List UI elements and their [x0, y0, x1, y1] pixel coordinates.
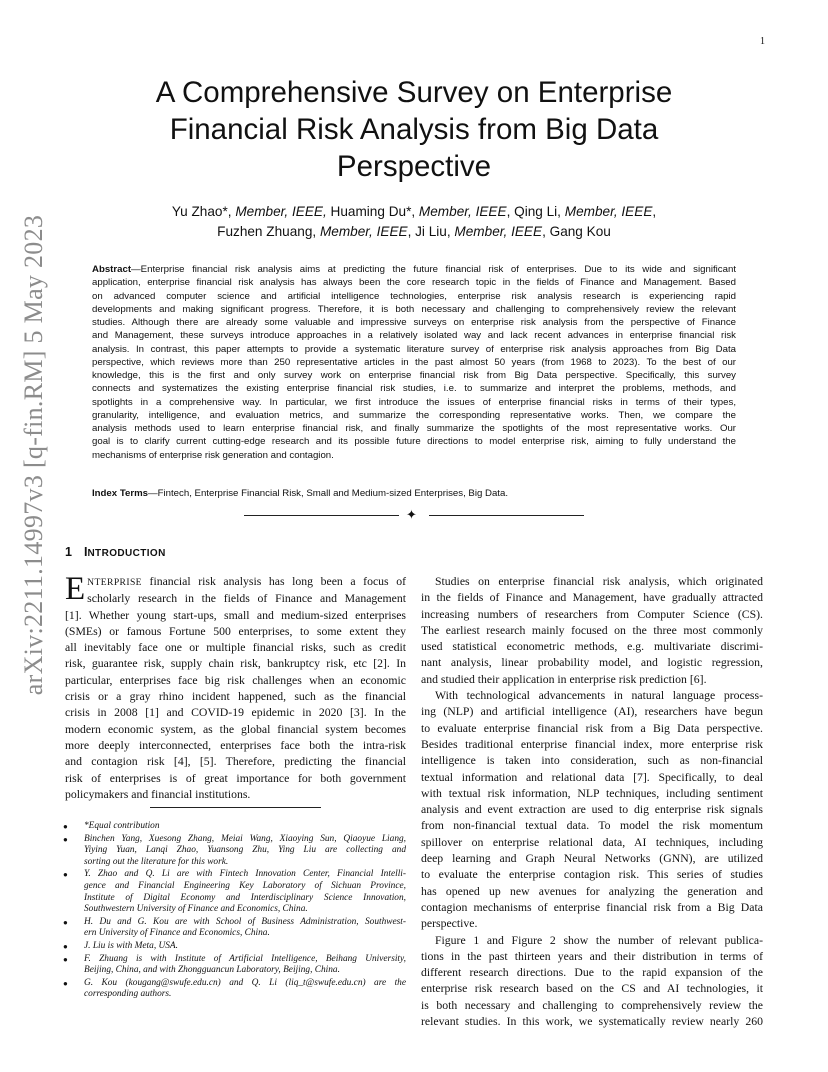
divider-rule [244, 515, 399, 516]
abstract-line: mechanisms of enterprise risk generation and contagion. [92, 449, 334, 461]
right-column [421, 574, 763, 1030]
author-line [90, 202, 738, 222]
index-terms-text: —Fintech, Enterprise Financial Risk, Small and Medium-sized Enterprises, Big Data. [148, 488, 509, 499]
body-line: is both necessary and challenging to comprehensively review the [421, 998, 763, 1012]
body-line: particular, enterprises face big risk challenges when an economic [65, 673, 406, 687]
body-line: all inevitably face one or multiple financial risks, such as credit [65, 641, 406, 655]
abstract-line: analysis methods used to learn enterprise financial risk, and finally summarize the spotlights of the most representative works. Our [92, 423, 736, 434]
body-line: modern economic system, as the global financial system becomes [65, 722, 406, 736]
body-line: to evaluate the enterprise contagion risk. This series of studies [421, 868, 763, 882]
title-line: Perspective [336, 150, 492, 183]
index-terms-label: Index Terms [92, 488, 148, 499]
body-line: [1]. Whether young start-ups, small and medium-sized enterprises [65, 608, 406, 622]
author-line [90, 222, 738, 242]
body-line: more deeply interconnected, enterprises face both the intra-risk [65, 738, 406, 752]
bullet-icon: ● [63, 941, 68, 951]
author-affiliation: Member, IEEE [564, 204, 653, 219]
body-line: Figure 1 and Figure 2 show the number of relevant publica- [435, 933, 763, 947]
abstract-line: knowledge, this is the first and only survey work on enterprise financial risk from Big Data perspective. Specifically, this survey [92, 370, 736, 381]
author-affiliation: Member, IEEE [454, 224, 543, 239]
title-line: Financial Risk Analysis from Big Data [169, 113, 659, 146]
abstract-line: granularity, intelligence, and evaluation metrics, and summarize the corresponding representative works. Then, we compare the [92, 409, 736, 421]
footnotes [63, 821, 406, 1002]
author-name: Fuzhen Zhuang, [217, 224, 320, 239]
author-name: , Gang Kou [542, 224, 611, 239]
index-terms [92, 487, 736, 500]
abstract-line: application, enterprise financial risk analysis has always been the core research topic in the fields of Finance and Management. Based [92, 277, 736, 289]
footnote-item: ● J. Liu is with Meta, USA. [63, 940, 178, 951]
body-line: NTERPRISE financial risk analysis has long been a focus of [87, 575, 406, 588]
body-line: policymakers and financial institutions. [65, 787, 251, 801]
body-line: risk of enterprises is of great importance for both government [65, 771, 406, 785]
body-line: increasing numbers of researchers from Computer Science (CS). [421, 607, 763, 621]
body-line: from non-financial textual data. To model the risk momentum [421, 819, 763, 833]
body-line: ing (NLP) and artificial intelligence (AI), researchers have begun [421, 705, 763, 719]
author-name: , Ji Liu, [407, 224, 455, 239]
body-line: spillover on enterprise relational data, AI techniques, including [421, 835, 763, 849]
section-number: 1 [65, 545, 72, 559]
abstract-line: analysis. In contrast, this paper attempts to provide a systematic literature survey of enterprise risk analysis approaches from Big Data [92, 343, 736, 355]
abstract-line: connects and systematizes the existing enterprise financial risk studies, i.e. to summarize and interpret the problems, methods, and [92, 383, 736, 395]
bullet-icon: ● [63, 822, 68, 831]
abstract-line: developments and making significant progress. Therefore, it is both necessary and challenging to comprehensively review the relevant [92, 303, 736, 315]
footnote-item: ● Y. Zhao and Q. Li are with Fintech Innovation Center, Financial Intelli- gence and Financial Engineering Key Laboratory of Sichuan Province, Institute of Digital Economy and Interdisciplinary Science Innovation, Southwestern University of Finance and Economics, China. [63, 869, 406, 915]
author-affiliation: Member, IEEE, [235, 204, 327, 219]
body-line: risk, guarantee risk, supply chain risk, bankruptcy risk, etc [2]. In [65, 657, 406, 671]
abstract-line: and Management, these surveys introduce approaches in a relatively isolated way and lack recent advances in enterprise financial risk [92, 330, 736, 342]
section-title-rest: NTRODUCTION [87, 548, 166, 559]
body-line: crisis in 2008 [1] and COVID-19 epidemic in 2020 [3]. In the [65, 706, 406, 720]
small-caps-word: NTERPRISE [87, 577, 142, 588]
abstract [92, 263, 736, 462]
body-line: perspective. [421, 917, 478, 931]
footnote-item: ● F. Zhuang is with Institute of Artificial Intelligence, Beihang University, Beijing, China, and with Zhongguancun Laboratory, Beijing, China. [63, 953, 406, 976]
body-line: used statistical econometric methods, e.g. multivariate discrimi- [421, 640, 763, 654]
body-line: With technological advancements in natural language process- [435, 689, 763, 703]
abstract-line: spotlights in a comprehensive way. In particular, we first introduce the issues of enterprise financial risks in terms of their types, [92, 396, 736, 408]
body-line: nant analysis, linear probability model, and logistic regression, [421, 656, 763, 670]
drop-cap: E [65, 571, 86, 607]
abstract-label: Abstract [92, 264, 132, 275]
footnote-rule [150, 807, 321, 808]
left-column [65, 571, 406, 803]
footnote-item: ● Binchen Yang, Xuesong Zhang, Meiai Wang, Xiaoying Sun, Qiaoyue Liang, Yiying Yuan, Lanqi Zhao, Yuansong Zhu, Ying Liu are collecting and sorting out the literature for this work. [63, 833, 406, 867]
diamond-star-icon: ✦ [406, 508, 417, 523]
body-line: (SMEs) or famous Fortune 500 enterprises, to some extent they [65, 624, 406, 638]
author-name: Yu Zhao*, [171, 204, 236, 219]
bullet-icon: ● [63, 978, 68, 988]
body-line: and studied their application in enterprise risk prediction [6]. [421, 672, 707, 686]
author-list [90, 202, 738, 242]
title-line: A Comprehensive Survey on Enterprise [155, 76, 673, 109]
paper-title [110, 74, 718, 185]
abstract-line: perspective, which reviews more than 250 representative articles in the past almost 50 years (from 1968 to 2023). To the best of our [92, 356, 736, 368]
footnote-item: ● G. Kou (kougang@swufe.edu.cn) and Q. Li (liq_t@swufe.edu.cn) are the corresponding authors. [63, 977, 406, 1000]
body-line: contagion mechanisms of enterprise financial risk from a Big Data [421, 900, 763, 914]
bullet-icon: ● [63, 954, 68, 964]
body-line: scholarly research in the fields of Finance and Management [87, 592, 406, 606]
body-line: different research directions. Due to the rapid expansion of the [421, 966, 763, 980]
body-line: with textual risk information, NLP techniques, including sentiment [421, 786, 763, 800]
footnote-item: ● *Equal contribution [63, 821, 160, 831]
divider-rule [429, 515, 584, 516]
body-line: and contagion risk [4], [5]. Therefore, predicting the financial [65, 755, 406, 769]
body-line: The earliest research mainly focused on the three most commonly [421, 623, 763, 637]
section-title-initial: I [83, 545, 88, 559]
body-line: textual information and relational data [7]. Specifically, to deal [421, 770, 763, 784]
body-line: crisis or a gray rhino incident happened, such as the financial [65, 690, 406, 704]
body-line: Besides traditional enterprise financial index, more enterprise risk [421, 737, 763, 751]
abstract-line: on advanced computer science and artificial intelligence technologies, enterprise risk analysis research is experiencing rapid [92, 290, 736, 302]
body-line: enterprise risk research based on the CS and AI technologies, it [421, 982, 763, 996]
body-line: in the fields of Finance and Management, have gradually attracted [421, 591, 763, 605]
author-separator: , [652, 204, 657, 219]
author-affiliation: Member, IEEE [319, 224, 408, 239]
arxiv-stamp-text: arXiv:2211.14997v3 [q-fin.RM] 5 May 2023 [19, 214, 48, 696]
body-line: intelligence is taken into consideration, such as non-financial [421, 754, 763, 768]
body-line: has opened up new avenues for analyzing the generation and [421, 884, 763, 898]
abstract-line: goal is to clarify current cutting-edge research and its possible future directions to model enterprise risk, aiming to fully understand the [92, 436, 736, 448]
section-heading [65, 545, 166, 559]
body-line: Studies on enterprise financial risk analysis, which originated [435, 575, 763, 588]
author-affiliation: Member, IEEE [418, 204, 507, 219]
page-number: 1 [760, 36, 765, 47]
bullet-icon: ● [63, 917, 68, 927]
arxiv-stamp [14, 214, 54, 696]
abstract-line: Abstract—Enterprise financial risk analysis aims at predicting the future financial risk of enterprises. Due to its wide and significant [92, 264, 736, 275]
body-line: to evaluate enterprise financial risk from a Big Data perspective. [421, 721, 763, 735]
body-line: tions in the past thirteen years and their distribution in terms of [421, 949, 763, 963]
body-line: deep learning and Graph Neural Networks (GNN), are utilized [421, 852, 763, 866]
bullet-icon: ● [63, 870, 68, 880]
author-name: , Qing Li, [506, 204, 565, 219]
author-name: Huaming Du*, [326, 204, 419, 219]
bullet-icon: ● [63, 834, 68, 844]
body-line: analysis and event extraction are used to dig enterprise risk signals [421, 803, 763, 817]
footnote-item: ● H. Du and G. Kou are with School of Business Administration, Southwest- ern University of Finance and Economics, China. [63, 916, 406, 939]
body-line: relevant studies. In this work, we systematically review nearly 260 [421, 1015, 763, 1029]
section-divider [244, 510, 584, 522]
abstract-line: studies. Although there are already some valuable and impressive surveys on enterprise risk analysis from the perspective of Finance [92, 317, 736, 328]
